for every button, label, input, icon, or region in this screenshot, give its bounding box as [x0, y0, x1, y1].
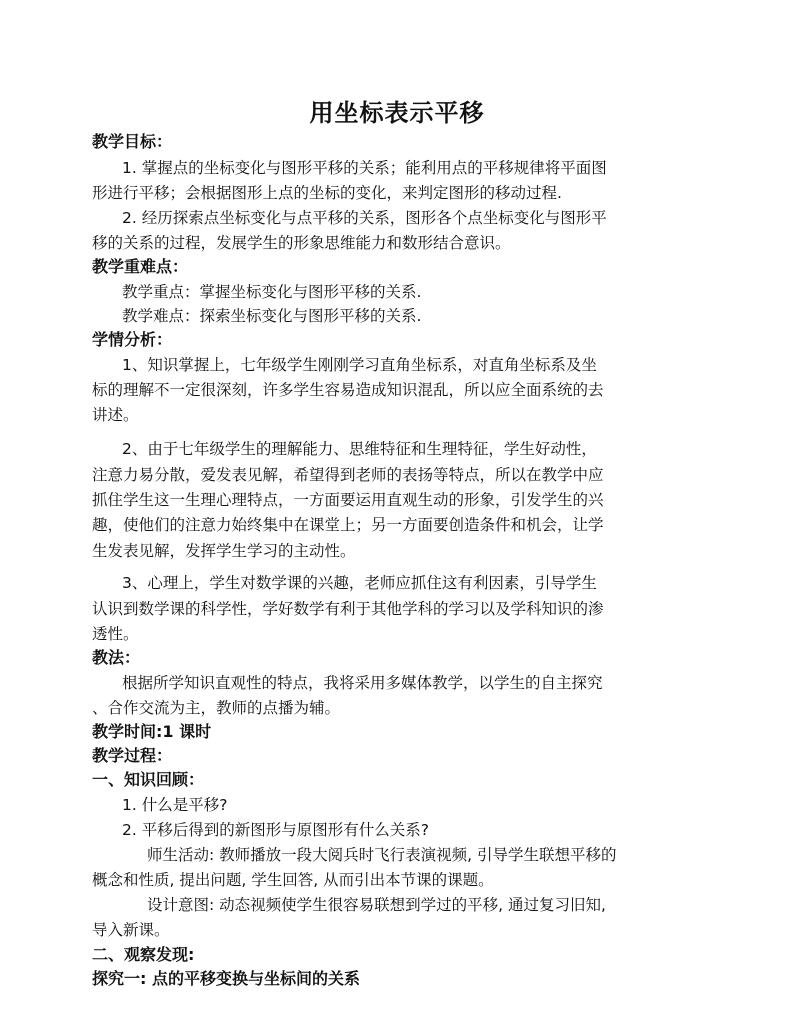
- review-question-2: 2. 平移后得到的新图形与原图形有什么关系?: [122, 821, 429, 839]
- heading-teaching-time: 教学时间:1 课时: [92, 722, 212, 741]
- objective-1-line-2: 形进行平移；会根据图形上点的坐标的变化，来判定图形的移动过程.: [92, 184, 562, 202]
- key-point-difficulty: 教学难点：探索坐标变化与图形平移的关系.: [122, 307, 422, 325]
- analysis-2-line-3: 抓住学生这一生理心理特点，一方面要运用直观生动的形象，引发学生的兴: [92, 491, 604, 509]
- heading-objectives: 教学目标：: [92, 132, 173, 151]
- review-question-1: 1. 什么是平移?: [122, 796, 228, 814]
- heading-review: 一、知识回顾：: [92, 770, 205, 789]
- heading-observe: 二、观察发现:: [92, 945, 195, 964]
- analysis-2-line-1: 2、由于七年级学生的理解能力、思维特征和生理特征，学生好动性，: [122, 440, 597, 458]
- document-title: 用坐标表示平移: [309, 99, 485, 127]
- heading-exploration-1: 探究一: 点的平移变换与坐标间的关系: [92, 969, 360, 988]
- method-line-2: 、合作交流为主，教师的点播为辅。: [92, 699, 341, 717]
- analysis-1-line-2: 标的理解不一定很深刻，许多学生容易造成知识混乱，所以应全面系统的去: [92, 381, 604, 399]
- objective-2-line-2: 移的关系的过程，发展学生的形象思维能力和数形结合意识。: [92, 234, 511, 252]
- design-intent-line-1: 设计意图: 动态视频使学生很容易联想到学过的平移, 通过复习旧知,: [147, 896, 606, 914]
- method-line-1: 根据所学知识直观性的特点，我将采用多媒体教学，以学生的自主探究: [122, 674, 603, 692]
- analysis-2-line-2: 注意力易分散，爱发表见解，希望得到老师的表扬等特点，所以在教学中应: [92, 466, 604, 484]
- heading-teaching-process: 教学过程：: [92, 746, 173, 765]
- analysis-1-line-1: 1、知识掌握上，七年级学生刚刚学习直角坐标系，对直角坐标系及坐: [122, 356, 597, 374]
- heading-key-points: 教学重难点：: [92, 257, 189, 276]
- analysis-3-line-1: 3、心理上，学生对数学课的兴趣，老师应抓住这有利因素，引导学生: [122, 574, 597, 592]
- objective-2-line-1: 2. 经历探索点坐标变化与点平移的关系，图形各个点坐标变化与图形平: [122, 209, 607, 227]
- design-intent-line-2: 导入新课。: [92, 921, 170, 939]
- activity-line-1: 师生活动: 教师播放一段大阅兵时飞行表演视频, 引导学生联想平移的: [147, 846, 617, 864]
- activity-line-2: 概念和性质, 提出问题, 学生回答, 从而引出本节课的课题。: [92, 871, 494, 889]
- analysis-3-line-3: 透性。: [92, 625, 139, 643]
- analysis-3-line-2: 认识到数学课的科学性，学好数学有利于其他学科的学习以及学科知识的渗: [92, 600, 604, 618]
- key-point-focus: 教学重点：掌握坐标变化与图形平移的关系.: [122, 283, 422, 301]
- analysis-2-line-5: 生发表见解，发挥学生学习的主动性。: [92, 542, 356, 560]
- analysis-1-line-3: 讲述。: [92, 406, 139, 424]
- heading-method: 教法：: [92, 648, 141, 667]
- heading-student-analysis: 学情分析：: [92, 330, 173, 349]
- objective-1-line-1: 1. 掌握点的坐标变化与图形平移的关系；能利用点的平移规律将平面图: [122, 159, 607, 177]
- analysis-2-line-4: 趣，使他们的注意力始终集中在课堂上；另一方面要创造条件和机会，让学: [92, 516, 604, 534]
